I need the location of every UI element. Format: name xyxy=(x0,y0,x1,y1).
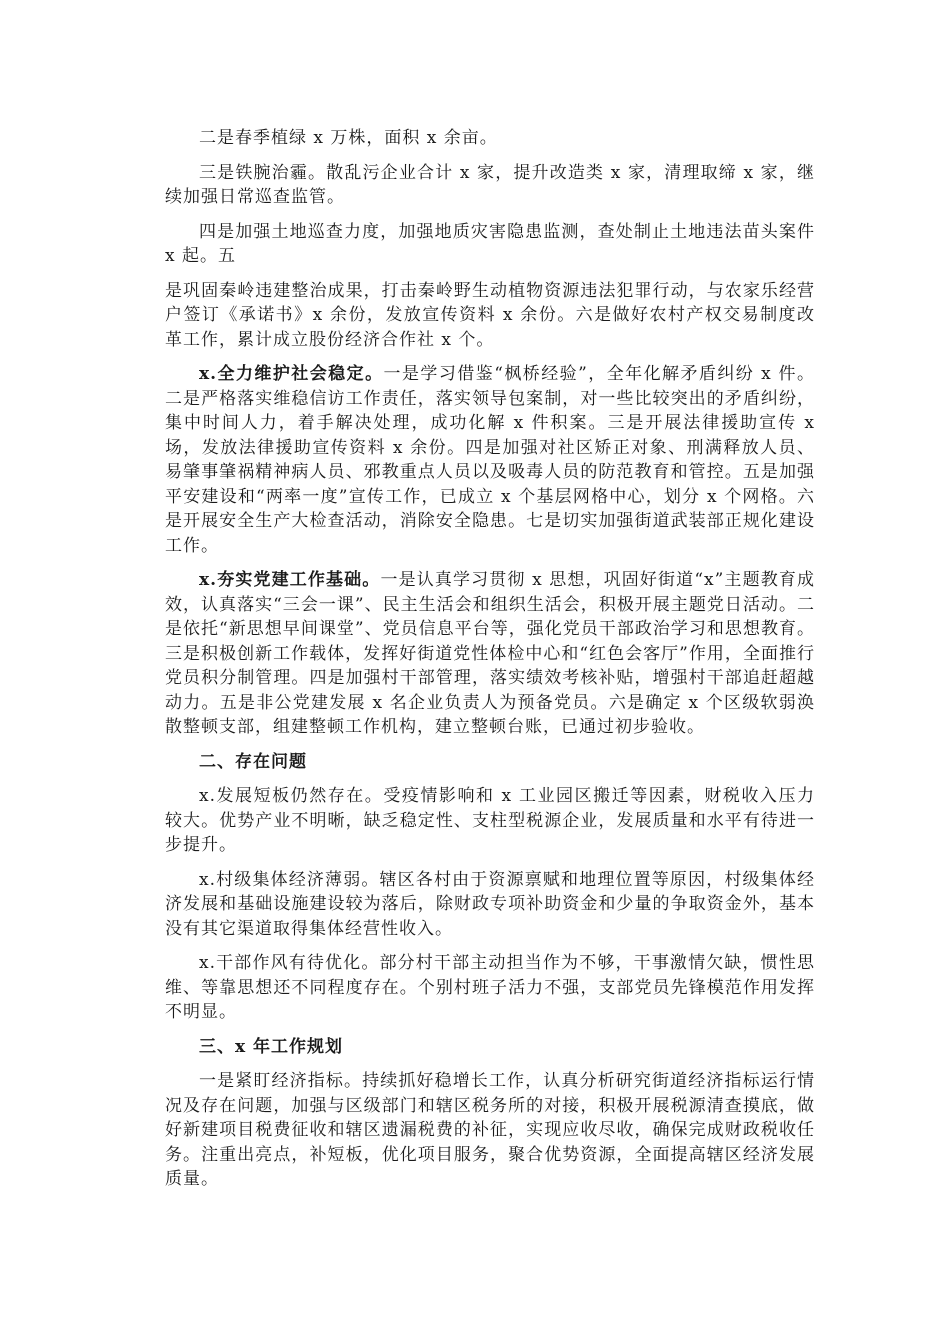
paragraph-plan-1: 一是紧盯经济指标。持续抓好稳增长工作，认真分析研究街道经济指标运行情况及存在问题，加强与区级部门和辖区税务所的对接，积极开展税源清查摸底，做好新建项目税费征收和辖区遗漏税费的补征，实现应收尽收，确保完成财政税收任务。注重出亮点，补短板，优化项目服务，聚合优势资源，全面提高辖区经济发展质量。 xyxy=(165,1071,815,1189)
paragraph-smog-control: 三是铁腕治霾。散乱污企业合计 x 家，提升改造类 x 家，清理取缔 x 家，继续加强日常巡查监管。 xyxy=(165,162,815,207)
paragraph-qinling: 是巩固秦岭违建整治成果，打击秦岭野生动植物资源违法犯罪行动，与农家乐经营户签订《承诺书》x 余份，发放宣传资料 x 余份。六是做好农村产权交易制度改革工作，累计成立股份经济合作社 x 个。 xyxy=(165,280,815,350)
paragraph-land-inspection: 四是加强土地巡查力度，加强地质灾害隐患监测，查处制止土地违法苗头案件 x 起。五 xyxy=(165,221,815,266)
paragraph-lead: x.夯实党建工作基础。 xyxy=(199,570,381,590)
paragraph-spring-planting: 二是春季植绿 x 万株，面积 x 余亩。 xyxy=(199,128,498,148)
paragraph-body: 一是学习借鉴“枫桥经验”，全年化解矛盾纠纷 x 件。二是严格落实维稳信访工作责任，落实领导包案制，对一些比较突出的矛盾纠纷，集中时间人力，着手解决处理，成功化解 x 件积案。三是开展法律援助宣传 x 场，发放法律援助宣传资料 x 余份。四是加强对社区矫正对象、刑满释放人员、易肇事肇祸精神病人员、邪教重点人员以及吸毒人员的防范教育和管控。五是加强平安建设和“两率一度”宣传工作，已成立 x 个基层网格中心，划分 x 个网格。六是开展安全生产大检查活动，消除安全隐患。七是切实加强街道武装部正规化建设工作。 xyxy=(165,364,815,556)
paragraph-body: 一是认真学习贯彻 x 思想，巩固好街道“x”主题教育成效，认真落实“三会一课”、民主生活会和组织生活会，积极开展主题党日活动。二是依托“新思想早间课堂”、党员信息平台等，强化党员干部政治学习和思想教育。三是积极创新工作载体，发挥好街道党性体检中心和“红色会客厅”作用，全面推行党员积分制管理。四是加强村干部管理，落实绩效考核补贴，增强村干部追赶超越动力。五是非公党建发展 x 名企业负责人为预备党员。六是确定 x 个区级软弱涣散整顿支部，组建整顿工作机构，建立整顿台账，已通过初步验收。 xyxy=(165,570,815,737)
paragraph-problem-3: x.干部作风有待优化。部分村干部主动担当作为不够，干事激情欠缺，惯性思维、等靠思想还不同程度存在。个别村班子活力不强，支部党员先锋模范作用发挥不明显。 xyxy=(165,953,815,1022)
paragraph-party-building xyxy=(165,568,815,740)
document-page xyxy=(165,126,815,1202)
paragraph-problem-1: x.发展短板仍然存在。受疫情影响和 x 工业园区搬迁等因素，财税收入压力较大。优势产业不明晰，缺乏稳定性、支柱型税源企业，发展质量和水平有待进一步提升。 xyxy=(165,786,815,855)
paragraph-social-stability xyxy=(165,362,815,558)
paragraph-lead: x.全力维护社会稳定。 xyxy=(199,364,384,384)
section-heading-problems: 二、存在问题 xyxy=(199,751,307,772)
section-heading-plan: 三、x 年工作规划 xyxy=(199,1036,344,1057)
paragraph-problem-2: x.村级集体经济薄弱。辖区各村由于资源禀赋和地理位置等原因，村级集体经济发展和基础设施建设较为落后，除财政专项补助资金和少量的争取资金外，基本没有其它渠道取得集体经营性收入。 xyxy=(165,869,815,939)
